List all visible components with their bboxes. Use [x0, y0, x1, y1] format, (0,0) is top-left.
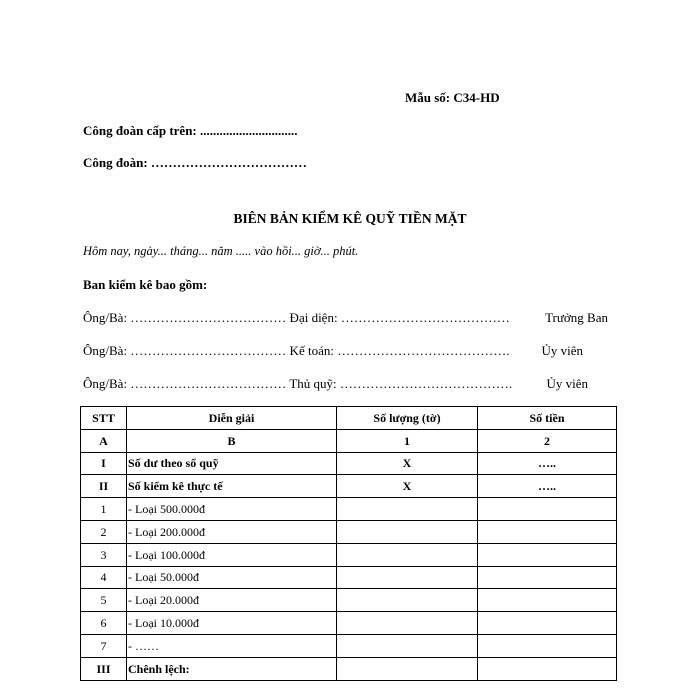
row-quantity-cell [337, 520, 478, 543]
row-stt-cell [81, 452, 127, 475]
row-amount-cell [478, 452, 617, 475]
row-quantity-cell [337, 589, 478, 612]
row-quantity-cell [337, 543, 478, 566]
row-description-cell-text: Số dư theo sổ quỹ [128, 456, 219, 471]
table-row [81, 543, 617, 566]
code-1: 1 [337, 429, 478, 452]
row-stt-cell-text: 1 [100, 502, 107, 517]
row-stt-cell [81, 498, 127, 521]
code-b: B [127, 429, 337, 452]
form-code: Mẫu số: C34-HD [405, 90, 500, 105]
row-amount-cell [478, 657, 617, 680]
row-quantity-cell [337, 634, 478, 657]
row-description-cell-text: - Loại 50.000đ [128, 570, 199, 585]
row-stt-cell [81, 657, 127, 680]
member-role: Ủy viên [546, 376, 588, 391]
row-description-cell [127, 475, 337, 498]
row-quantity-cell [337, 566, 478, 589]
table-row [81, 520, 617, 543]
row-description-cell [127, 498, 337, 521]
header-description: Diễn giải [127, 407, 337, 430]
row-amount-cell-text: ….. [538, 456, 556, 471]
row-amount-cell [478, 612, 617, 635]
row-stt-cell-text: 7 [100, 638, 107, 653]
row-description-cell [127, 543, 337, 566]
row-description-cell [127, 612, 337, 635]
row-description-cell-text: - Loại 500.000đ [128, 502, 205, 517]
header-stt: STT [81, 407, 127, 430]
table-row [81, 657, 617, 680]
row-stt-cell [81, 634, 127, 657]
row-description-cell-text: - …… [128, 638, 159, 653]
member-line-1 [83, 310, 608, 326]
row-stt-cell-text: III [96, 661, 111, 676]
row-amount-cell [478, 566, 617, 589]
parent-union-line: Công đoàn cấp trên: .............................. [83, 123, 298, 138]
row-description-cell [127, 634, 337, 657]
member-name-field: Ông/Bà: ……………………………… Đại diện: ………………………………… [83, 310, 510, 325]
row-amount-cell [478, 589, 617, 612]
row-amount-cell [478, 634, 617, 657]
union-line: Công đoàn: ……………………………… [83, 155, 307, 170]
row-stt-cell [81, 589, 127, 612]
row-description-cell-text: Số kiểm kê thực tế [128, 479, 223, 494]
row-description-cell [127, 589, 337, 612]
row-description-cell [127, 566, 337, 589]
intro-line: Hôm nay, ngày... tháng... năm ..... vào hồi... giờ... phút. [83, 244, 359, 258]
row-stt-cell-text: 4 [100, 570, 107, 585]
row-stt-cell-text: 5 [100, 593, 107, 608]
row-stt-cell [81, 612, 127, 635]
table-code-row [81, 429, 617, 452]
member-role: Ủy viên [541, 343, 583, 358]
row-stt-cell-text: II [98, 479, 109, 494]
row-amount-cell [478, 498, 617, 521]
row-quantity-cell [337, 657, 478, 680]
row-stt-cell [81, 520, 127, 543]
row-description-cell-text: - Loại 200.000đ [128, 524, 205, 539]
row-quantity-cell [337, 475, 478, 498]
row-quantity-cell-text: X [402, 479, 412, 494]
row-description-cell-text: - Loại 20.000đ [128, 593, 199, 608]
row-quantity-cell [337, 498, 478, 521]
member-name-field: Ông/Bà: ……………………………… Thủ quỹ: …………………………………. [83, 376, 513, 391]
row-stt-cell [81, 543, 127, 566]
member-line-3 [83, 376, 608, 392]
row-quantity-cell-text: X [402, 456, 412, 471]
row-amount-cell [478, 543, 617, 566]
table-row [81, 452, 617, 475]
row-stt-cell [81, 566, 127, 589]
member-role: Trưởng Ban [545, 310, 608, 325]
row-amount-cell [478, 520, 617, 543]
row-description-cell [127, 520, 337, 543]
row-description-cell-text: - Loại 100.000đ [128, 547, 205, 562]
row-stt-cell-text: 6 [100, 616, 107, 631]
table-row [81, 475, 617, 498]
row-quantity-cell [337, 612, 478, 635]
table-row [81, 498, 617, 521]
row-stt-cell-text: 3 [100, 547, 107, 562]
table-header-row [81, 407, 617, 430]
table-row [81, 589, 617, 612]
row-amount-cell-text: ….. [538, 479, 556, 494]
row-description-cell [127, 657, 337, 680]
member-name-field: Ông/Bà: ……………………………… Kế toán: …………………………………. [83, 343, 510, 358]
member-line-2 [83, 343, 608, 359]
row-description-cell-text: Chênh lệch: [128, 661, 190, 676]
row-stt-cell-text: 2 [100, 524, 107, 539]
row-amount-cell [478, 475, 617, 498]
table-row [81, 634, 617, 657]
table-row [81, 566, 617, 589]
code-2: 2 [478, 429, 617, 452]
code-a: A [81, 429, 127, 452]
committee-heading: Ban kiểm kê bao gồm: [83, 277, 208, 292]
row-stt-cell-text: I [101, 456, 106, 471]
row-quantity-cell [337, 452, 478, 475]
row-stt-cell [81, 475, 127, 498]
header-amount: Số tiền [478, 407, 617, 430]
row-description-cell [127, 452, 337, 475]
document-title: BIÊN BẢN KIỂM KÊ QUỸ TIỀN MẶT [233, 211, 467, 226]
header-quantity: Số lượng (tờ) [337, 407, 478, 430]
cash-count-table [80, 406, 617, 681]
table-row [81, 612, 617, 635]
row-description-cell-text: - Loại 10.000đ [128, 616, 199, 631]
